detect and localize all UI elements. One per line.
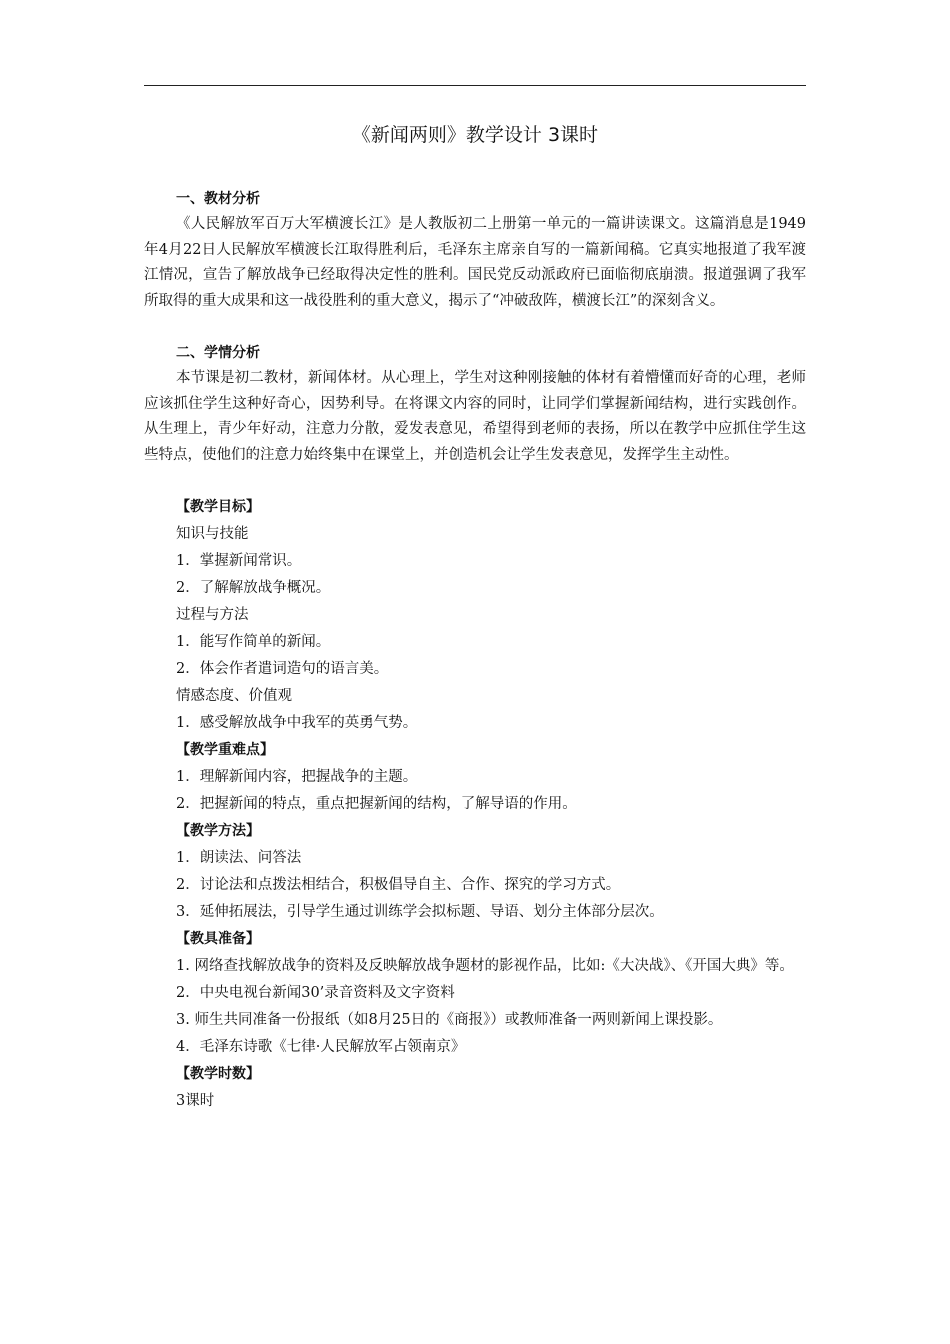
list-item: 2．讨论法和点拨法相结合，积极倡导自主、合作、探究的学习方式。	[176, 877, 621, 893]
list-item: 3. 师生共同准备一份报纸（如8月25日的《商报》）或教师准备一两则新闻上课投影。	[176, 1012, 723, 1028]
heading-teaching-hours: 【教学时数】	[176, 1066, 260, 1082]
header-rule	[144, 85, 806, 86]
heading-teaching-methods: 【教学方法】	[176, 823, 260, 839]
document-title: 《新闻两则》教学设计 3课时	[351, 124, 599, 146]
list-item: 1．理解新闻内容，把握战争的主题。	[176, 769, 418, 785]
section-heading-textbook-analysis: 一、教材分析	[176, 191, 260, 207]
list-item: 4．毛泽东诗歌《七律·人民解放军占领南京》	[176, 1039, 466, 1055]
heading-teaching-goals: 【教学目标】	[176, 499, 260, 515]
goals-subheading-process: 过程与方法	[176, 607, 249, 623]
list-item: 1．能写作简单的新闻。	[176, 634, 331, 650]
list-item: 2．体会作者遣词造句的语言美。	[176, 661, 389, 677]
textbook-analysis-paragraph: 《人民解放军百万大军横渡长江》是人教版初二上册第一单元的一篇讲读课文。这篇消息是1949年4月22日人民解放军横渡长江取得胜利后，毛泽东主席亲自写的一篇新闻稿。它真实地报道了我军渡江情况，宣告了解放战争已经取得决定性的胜利。国民党反动派政府已面临彻底崩溃。报道强调了我军所取得的重大成果和这一战役胜利的重大意义，揭示了“冲破敌阵，横渡长江”的深刻含义。	[144, 216, 806, 309]
student-analysis-paragraph: 本节课是初二教材，新闻体材。从心理上，学生对这种刚接触的体材有着懵懂而好奇的心理，老师应该抓住学生这种好奇心，因势利导。在将课文内容的同时，让同学们掌握新闻结构，进行实践创作。从生理上，青少年好动，注意力分散，爱发表意见，希望得到老师的表扬，所以在教学中应抓住学生这些特点，使他们的注意力始终集中在课堂上，并创造机会让学生发表意见，发挥学生主动性。	[144, 370, 806, 463]
heading-teaching-aids: 【教具准备】	[176, 931, 260, 947]
list-item: 1．朗读法、问答法	[176, 850, 302, 866]
teaching-hours-value: 3课时	[176, 1093, 215, 1109]
list-item: 3．延伸拓展法，引导学生通过训练学会拟标题、导语、划分主体部分层次。	[176, 904, 664, 920]
section-heading-student-analysis: 二、学情分析	[176, 345, 260, 361]
list-item: 1．掌握新闻常识。	[176, 553, 302, 569]
list-item: 2．把握新闻的特点，重点把握新闻的结构，了解导语的作用。	[176, 796, 577, 812]
list-item: 1. 网络查找解放战争的资料及反映解放战争题材的影视作品，比如:《大决战》、《开国大典》等。	[176, 958, 794, 974]
list-item: 1．感受解放战争中我军的英勇气势。	[176, 715, 418, 731]
list-item: 2．了解解放战争概况。	[176, 580, 331, 596]
document-body	[144, 186, 806, 1115]
list-item: 2．中央电视台新闻30’录音资料及文字资料	[176, 985, 455, 1001]
goals-subheading-knowledge: 知识与技能	[176, 526, 249, 542]
goals-subheading-attitude: 情感态度、价值观	[176, 688, 292, 704]
heading-key-points: 【教学重难点】	[176, 742, 274, 758]
